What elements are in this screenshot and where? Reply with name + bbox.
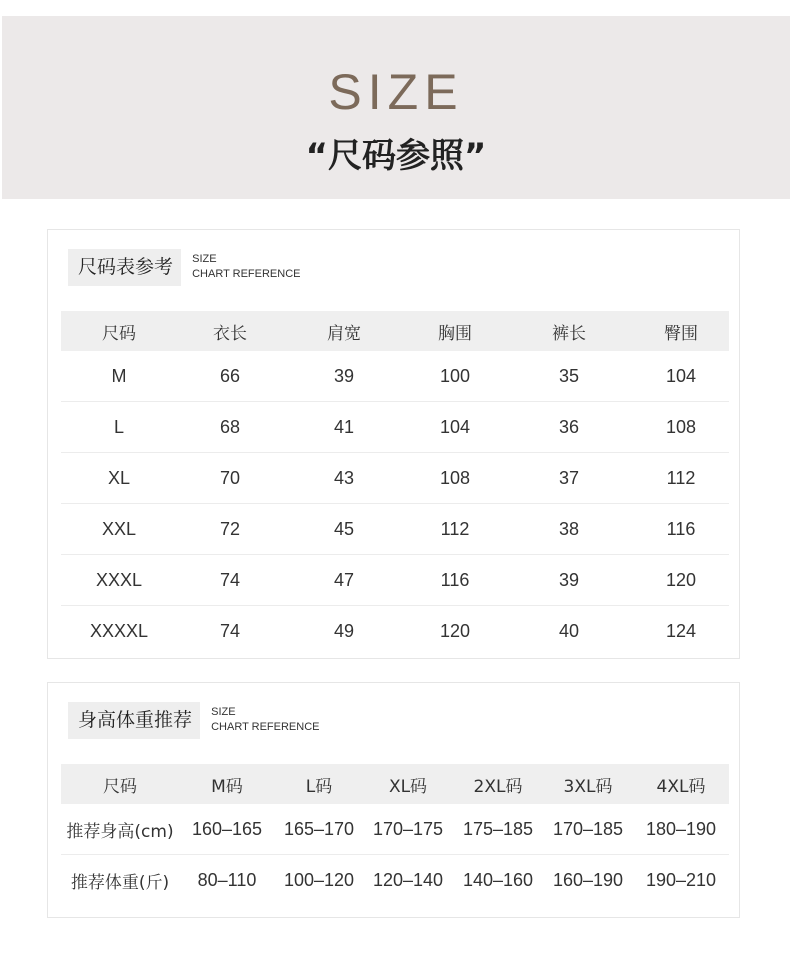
table-cell: XXXL [95, 569, 143, 590]
table-cell: 108 [439, 467, 471, 488]
table-header-row [61, 311, 729, 351]
column-header: M码 [211, 776, 243, 797]
table-cell: 124 [665, 620, 697, 641]
table-cell: 39 [333, 365, 355, 386]
table-cell: 72 [219, 518, 241, 539]
column-header: 裤长 [552, 323, 586, 344]
table-cell: 112 [666, 467, 696, 488]
table-cell: 165–170 [283, 818, 355, 839]
table-cell: 190–210 [645, 869, 717, 890]
recommend-heading-en [211, 702, 319, 735]
table-cell: 120–140 [372, 869, 444, 890]
table-cell: 47 [333, 569, 355, 590]
heading-en-line2: CHART REFERENCE [192, 268, 301, 280]
recommend-card [47, 682, 740, 918]
table-row [61, 855, 729, 905]
table-cell: 112 [440, 518, 470, 539]
table-cell: 40 [558, 620, 580, 641]
column-header: 4XL码 [656, 776, 706, 797]
column-header: 2XL码 [473, 776, 523, 797]
table-cell: XL [107, 467, 131, 488]
column-header: 3XL码 [563, 776, 613, 797]
table-cell: 39 [558, 569, 580, 590]
table-cell: 104 [439, 416, 471, 437]
table-cell: 80–110 [197, 869, 257, 890]
table-cell: 100 [439, 365, 471, 386]
table-row [61, 504, 729, 555]
heading-en-line1: SIZE [211, 706, 236, 718]
column-header: 肩宽 [327, 323, 361, 344]
size-chart-heading-label: 尺码表参考 [68, 249, 181, 286]
table-cell: 120 [439, 620, 471, 641]
table-cell: L [113, 416, 124, 437]
banner-title: SIZE [328, 64, 464, 120]
column-header: 胸围 [438, 323, 472, 344]
table-cell: 100–120 [283, 869, 355, 890]
table-cell: M [111, 365, 127, 386]
recommend-heading-label: 身高体重推荐 [68, 702, 200, 739]
banner-subtitle: “尺码参照” [305, 136, 487, 176]
table-row [61, 804, 729, 855]
table-row [61, 351, 729, 402]
size-chart-heading [68, 249, 301, 286]
table-cell: 120 [665, 569, 697, 590]
column-header: L码 [305, 776, 333, 797]
table-cell: 116 [666, 518, 696, 539]
table-cell: 74 [219, 620, 241, 641]
heading-en-line2: CHART REFERENCE [211, 721, 320, 733]
table-cell: 74 [219, 569, 241, 590]
table-cell: 160–165 [191, 818, 263, 839]
table-cell: 38 [558, 518, 580, 539]
heading-en-line1: SIZE [192, 253, 217, 265]
table-row [61, 402, 729, 453]
column-header: 臀围 [664, 323, 698, 344]
table-cell: 36 [558, 416, 580, 437]
table-cell: 180–190 [645, 818, 717, 839]
size-chart-table [61, 311, 729, 656]
recommend-heading [68, 702, 320, 739]
table-cell: 推荐体重(斤) [70, 872, 170, 893]
table-cell: 43 [333, 467, 355, 488]
table-row [61, 555, 729, 606]
table-cell: 37 [558, 467, 580, 488]
table-cell: 49 [333, 620, 355, 641]
recommend-table [61, 764, 729, 905]
table-cell: 175–185 [462, 818, 534, 839]
table-cell: 160–190 [552, 869, 624, 890]
table-cell: XXXXL [89, 620, 149, 641]
table-header-row [61, 764, 729, 804]
table-cell: 170–185 [552, 818, 624, 839]
table-cell: 35 [558, 365, 580, 386]
size-chart-card [47, 229, 740, 659]
column-header: 尺码 [102, 323, 136, 344]
column-header: XL码 [388, 776, 428, 797]
table-cell: 66 [219, 365, 241, 386]
table-cell: XXL [101, 518, 137, 539]
column-header: 尺码 [103, 776, 137, 797]
column-header: 衣长 [213, 323, 247, 344]
table-row [61, 606, 729, 656]
table-cell: 170–175 [372, 818, 444, 839]
table-cell: 116 [440, 569, 470, 590]
table-row [61, 453, 729, 504]
header-banner [2, 16, 790, 199]
table-cell: 108 [665, 416, 697, 437]
table-cell: 推荐身高(cm) [66, 821, 174, 842]
table-cell: 104 [665, 365, 697, 386]
table-cell: 140–160 [462, 869, 534, 890]
table-cell: 41 [333, 416, 355, 437]
table-cell: 68 [219, 416, 241, 437]
size-chart-heading-en [192, 249, 300, 282]
table-cell: 70 [219, 467, 241, 488]
table-cell: 45 [333, 518, 355, 539]
